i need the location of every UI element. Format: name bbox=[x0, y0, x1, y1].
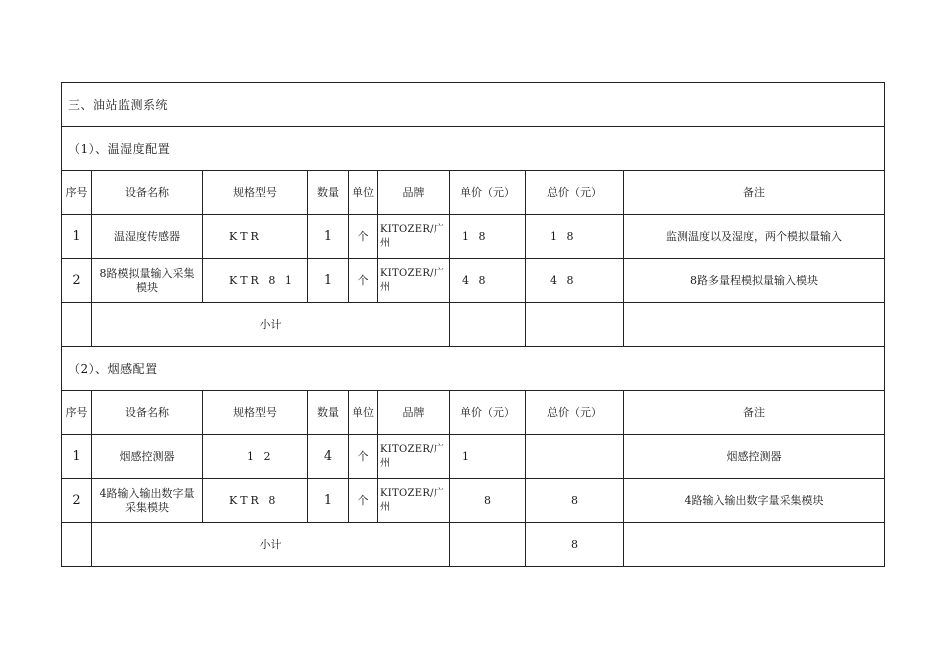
row-unit: 个 bbox=[349, 259, 378, 303]
col-header: 序号 bbox=[62, 391, 92, 435]
row-name: 烟感控测器 bbox=[92, 435, 203, 479]
smoke-heading: （2）、烟感配置 bbox=[62, 347, 885, 391]
row-brand: KITOZER/广州 bbox=[378, 215, 450, 259]
row-note: 4路输入输出数字量采集模块 bbox=[624, 479, 885, 523]
row-unit: 个 bbox=[349, 479, 378, 523]
col-header: 设备名称 bbox=[92, 391, 203, 435]
humidity-heading: （1）、温湿度配置 bbox=[62, 127, 885, 171]
row-note: 监测温度以及湿度，两个模拟量输入 bbox=[624, 215, 885, 259]
row-brand: KITOZER/广州 bbox=[378, 479, 450, 523]
row-qty: 1 bbox=[308, 259, 349, 303]
row-total: 4 8 bbox=[526, 259, 624, 303]
subtotal-label: 小计 bbox=[92, 523, 450, 567]
table-row bbox=[62, 479, 885, 523]
smoke-heading-row bbox=[62, 347, 885, 391]
col-header: 备注 bbox=[624, 391, 885, 435]
col-header: 品牌 bbox=[378, 171, 450, 215]
equipment-table bbox=[61, 82, 885, 567]
row-total: 8 bbox=[526, 479, 624, 523]
row-name: 8路模拟量输入采集模块 bbox=[92, 259, 203, 303]
row-price: 1 8 bbox=[450, 215, 526, 259]
table-row bbox=[62, 259, 885, 303]
humidity-header-row bbox=[62, 171, 885, 215]
col-header: 总价（元） bbox=[526, 171, 624, 215]
col-header: 单价（元） bbox=[450, 391, 526, 435]
row-no: 1 bbox=[62, 435, 92, 479]
col-header: 序号 bbox=[62, 171, 92, 215]
humidity-heading-row bbox=[62, 127, 885, 171]
col-header: 规格型号 bbox=[203, 391, 308, 435]
row-qty: 1 bbox=[308, 215, 349, 259]
col-header: 单位 bbox=[349, 391, 378, 435]
row-model: KTR 8 bbox=[203, 479, 308, 523]
row-brand: KITOZER/广州 bbox=[378, 435, 450, 479]
row-unit: 个 bbox=[349, 215, 378, 259]
row-note: 8路多量程模拟量输入模块 bbox=[624, 259, 885, 303]
row-no: 2 bbox=[62, 259, 92, 303]
table-row bbox=[62, 435, 885, 479]
row-total bbox=[526, 435, 624, 479]
row-name: 温湿度传感器 bbox=[92, 215, 203, 259]
subtotal-label: 小计 bbox=[92, 303, 450, 347]
smoke-header-row bbox=[62, 391, 885, 435]
col-header: 数量 bbox=[308, 171, 349, 215]
row-note: 烟感控测器 bbox=[624, 435, 885, 479]
table-row bbox=[62, 215, 885, 259]
col-header: 备注 bbox=[624, 171, 885, 215]
subtotal-row bbox=[62, 523, 885, 567]
subtotal-row bbox=[62, 303, 885, 347]
row-price: 4 8 bbox=[450, 259, 526, 303]
col-header: 单价（元） bbox=[450, 171, 526, 215]
row-qty: 4 bbox=[308, 435, 349, 479]
row-total: 1 8 bbox=[526, 215, 624, 259]
row-model: KTR 8 1 bbox=[203, 259, 308, 303]
row-name: 4路输入输出数字量采集模块 bbox=[92, 479, 203, 523]
subtotal-total bbox=[526, 303, 624, 347]
row-unit: 个 bbox=[349, 435, 378, 479]
col-header: 品牌 bbox=[378, 391, 450, 435]
section-title-row bbox=[62, 83, 885, 127]
col-header: 设备名称 bbox=[92, 171, 203, 215]
col-header: 单位 bbox=[349, 171, 378, 215]
col-header: 总价（元） bbox=[526, 391, 624, 435]
row-model: KTR bbox=[203, 215, 308, 259]
col-header: 规格型号 bbox=[203, 171, 308, 215]
col-header: 数量 bbox=[308, 391, 349, 435]
row-brand: KITOZER/广州 bbox=[378, 259, 450, 303]
row-price: 8 bbox=[450, 479, 526, 523]
row-no: 1 bbox=[62, 215, 92, 259]
row-model: 1 2 bbox=[203, 435, 308, 479]
row-qty: 1 bbox=[308, 479, 349, 523]
row-price: 1 bbox=[450, 435, 526, 479]
section-title: 三、油站监测系统 bbox=[62, 83, 885, 127]
row-no: 2 bbox=[62, 479, 92, 523]
subtotal-total: 8 bbox=[526, 523, 624, 567]
equipment-table-document bbox=[61, 82, 884, 567]
